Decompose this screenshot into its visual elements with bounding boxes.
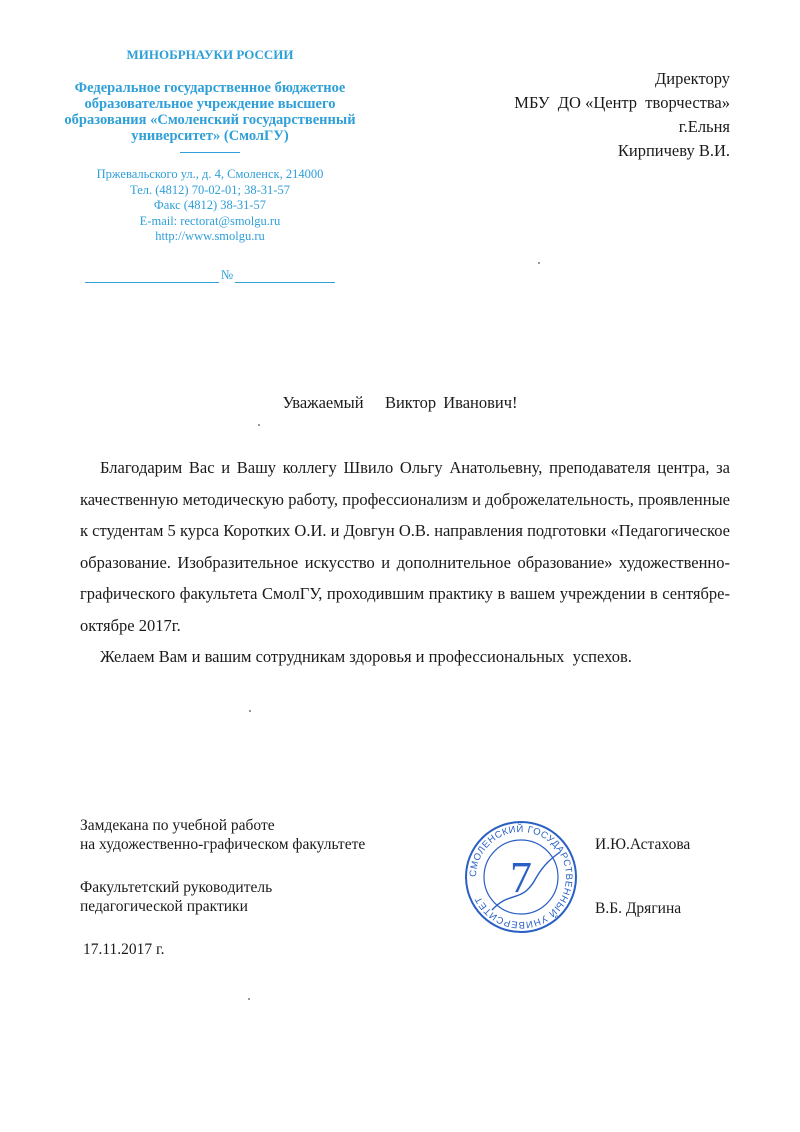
letter-date: 17.11.2017 г. [83, 941, 165, 958]
addressee-line: МБУ ДО «Центр творчества» [514, 93, 730, 112]
contact-block [40, 167, 380, 245]
role-line: Замдекана по учебной работе [80, 817, 275, 834]
date-blank-line [85, 270, 219, 283]
org-line: Федеральное государственное бюджетное [74, 80, 346, 96]
role-line: на художественно-графическом факультете [80, 836, 366, 853]
addressee-line: Директору [655, 69, 730, 88]
ministry-title: МИНОБРНАУКИ РОССИИ [126, 47, 294, 62]
addressee-block [514, 67, 730, 163]
university-stamp [462, 818, 580, 936]
fax-line: Факс (4812) 38-31-57 [153, 198, 267, 212]
number-blank-line [235, 270, 335, 283]
org-line: образования «Смоленский государственный [64, 112, 356, 128]
email-line: E-mail: rectorat@smolgu.ru [139, 213, 281, 228]
letterhead-divider [180, 152, 240, 153]
scan-speck [258, 424, 260, 426]
body-paragraph: Желаем Вам и вашим сотрудникам здоровья и профессиональных успехов. [100, 647, 632, 666]
scan-speck [538, 262, 540, 264]
body-paragraph: Благодарим Вас и Вашу коллегу Швило Ольгу Анатольевну, преподавателя центра, за качественную методическую работу, профессионализм и доброжелательность, проявленные к студентам 5 курса Коротких О.И. и Довгун О.В. направления подготовки «Педагогическое образование. Изобразительное искусство и дополнительное образование» художественно-графического факультета СмолГУ, проходившим практику в вашем учреждении в сентябре-октябре 2017г. [80, 458, 730, 635]
stamp-digit: 7 [510, 853, 532, 902]
phone-line: Тел. (4812) 70-02-01; 38-31-57 [130, 182, 290, 197]
organization-name [40, 80, 380, 144]
scan-speck [248, 998, 250, 1000]
number-sign: № [220, 266, 234, 282]
address-line: Пржевальского ул., д. 4, Смоленск, 214000 [96, 167, 324, 181]
stamp-seal-icon [462, 818, 580, 936]
scan-speck [249, 710, 251, 712]
role-line: Факультетский руководитель [80, 879, 273, 896]
stamp-ring-text: СМОЛЕНСКИЙ ГОСУДАРСТВЕННЫЙ УНИВЕРСИТЕТ [467, 823, 575, 931]
letter-body [80, 452, 730, 673]
signatory-name-1: И.Ю.Астахова [595, 836, 691, 853]
org-line: университет» (СмолГУ) [131, 128, 289, 144]
letterhead [40, 44, 380, 283]
signatory-name-2: В.Б. Дрягина [595, 900, 682, 917]
org-line: образовательное учреждение высшего [84, 96, 336, 112]
outgoing-number-field [40, 267, 380, 283]
role-line: педагогической практики [80, 898, 248, 915]
signatory-role-2 [80, 878, 272, 916]
website-line: http://www.smolgu.ru [155, 229, 265, 243]
addressee-line: г.Ельня [678, 117, 730, 136]
salutation: Уважаемый Виктор Иванович! [282, 393, 518, 412]
signatory-role-1 [80, 816, 365, 854]
addressee-line: Кирпичеву В.И. [617, 141, 730, 160]
